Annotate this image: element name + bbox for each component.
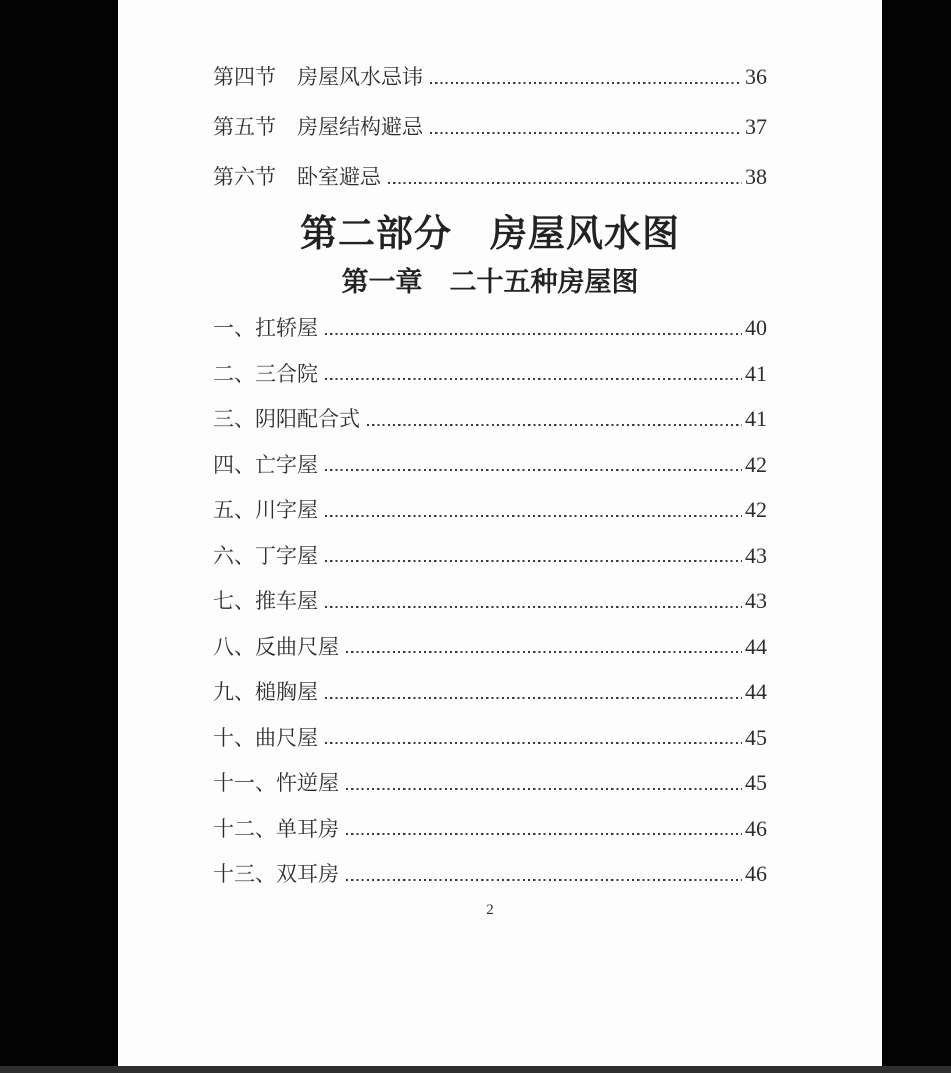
toc-entry-title: 第五节 房屋结构避忌 bbox=[213, 115, 423, 139]
toc-entry-page: 44 bbox=[745, 679, 767, 704]
toc-section-row bbox=[213, 62, 767, 92]
toc-entry-page: 41 bbox=[745, 360, 767, 386]
dot-leader bbox=[367, 422, 742, 426]
dot-leader bbox=[346, 832, 742, 836]
toc-entry-title: 三、阴阳配合式 bbox=[213, 407, 360, 431]
scan-edge-right bbox=[882, 0, 951, 1073]
toc-entry-page: 46 bbox=[745, 815, 767, 841]
dot-leader bbox=[325, 604, 742, 608]
toc-entry-title: 二、三合院 bbox=[213, 361, 318, 386]
toc-entry-title: 十三、双耳房 bbox=[213, 862, 339, 886]
dot-leader bbox=[325, 695, 742, 699]
dot-leader bbox=[325, 559, 742, 563]
dot-leader bbox=[325, 513, 742, 517]
toc-item-row bbox=[213, 541, 767, 571]
toc-content bbox=[213, 62, 767, 920]
toc-entry-title: 一、扛轿屋 bbox=[213, 316, 318, 340]
toc-section-row bbox=[213, 162, 767, 192]
dot-leader bbox=[388, 180, 742, 184]
toc-item-row bbox=[213, 313, 767, 343]
toc-item-row bbox=[213, 450, 767, 480]
toc-section-row bbox=[213, 112, 767, 142]
toc-entry-page: 38 bbox=[745, 164, 767, 189]
toc-entry-title: 十二、单耳房 bbox=[213, 816, 339, 841]
toc-item-row bbox=[213, 859, 767, 889]
toc-entry-title: 十一、忤逆屋 bbox=[213, 771, 339, 795]
part-title: 第二部分 房屋风水图 bbox=[300, 214, 680, 255]
toc-entry-title: 第六节 卧室避忌 bbox=[213, 165, 381, 189]
toc-entry-page: 41 bbox=[745, 406, 767, 431]
toc-entry-page: 42 bbox=[745, 451, 767, 477]
toc-item-list bbox=[213, 313, 767, 889]
scan-edge-bottom bbox=[0, 1066, 951, 1073]
chapter-title: 第一章 二十五种房屋图 bbox=[341, 267, 639, 297]
toc-entry-title: 九、槌胸屋 bbox=[213, 680, 318, 704]
toc-item-row bbox=[213, 586, 767, 616]
toc-item-row bbox=[213, 677, 767, 707]
page-number: 2 bbox=[486, 901, 494, 918]
toc-entry-title: 十、曲尺屋 bbox=[213, 725, 318, 750]
toc-entry-title: 四、亡字屋 bbox=[213, 452, 318, 477]
toc-section-list bbox=[213, 62, 767, 192]
toc-entry-page: 40 bbox=[745, 315, 767, 340]
toc-entry-page: 45 bbox=[745, 724, 767, 750]
dot-leader bbox=[325, 468, 742, 472]
toc-entry-page: 43 bbox=[745, 542, 767, 568]
dot-leader bbox=[325, 331, 742, 335]
toc-item-row bbox=[213, 495, 767, 525]
dot-leader bbox=[346, 786, 742, 790]
toc-entry-page: 46 bbox=[745, 861, 767, 886]
toc-entry-page: 43 bbox=[745, 588, 767, 613]
toc-item-row bbox=[213, 632, 767, 662]
dot-leader bbox=[430, 130, 742, 134]
toc-entry-page: 37 bbox=[745, 114, 767, 139]
toc-item-row bbox=[213, 404, 767, 434]
dot-leader bbox=[346, 877, 742, 881]
toc-entry-page: 45 bbox=[745, 770, 767, 795]
toc-entry-title: 八、反曲尺屋 bbox=[213, 634, 339, 659]
toc-item-row bbox=[213, 814, 767, 844]
scan-edge-left bbox=[0, 0, 118, 1073]
dot-leader bbox=[325, 741, 742, 745]
toc-item-row bbox=[213, 768, 767, 798]
toc-entry-page: 36 bbox=[745, 64, 767, 89]
toc-item-row bbox=[213, 723, 767, 753]
dot-leader bbox=[346, 650, 742, 654]
toc-entry-title: 第四节 房屋风水忌讳 bbox=[213, 65, 423, 89]
dot-leader bbox=[430, 80, 742, 84]
toc-entry-title: 五、川字屋 bbox=[213, 498, 318, 522]
toc-item-row bbox=[213, 359, 767, 389]
toc-entry-title: 七、推车屋 bbox=[213, 589, 318, 613]
toc-entry-title: 六、丁字屋 bbox=[213, 543, 318, 568]
toc-entry-page: 42 bbox=[745, 497, 767, 522]
dot-leader bbox=[325, 377, 742, 381]
toc-entry-page: 44 bbox=[745, 633, 767, 659]
